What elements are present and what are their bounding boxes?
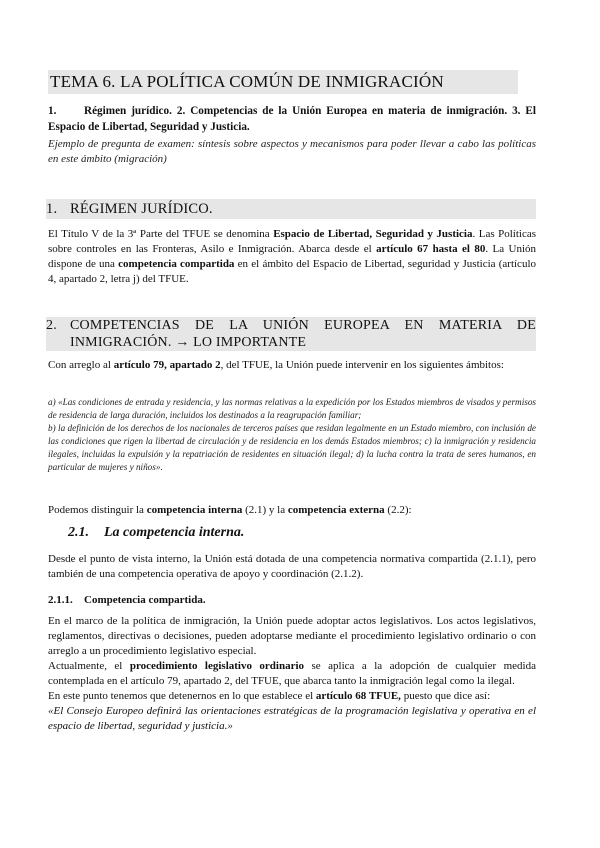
paragraph bbox=[48, 659, 536, 689]
document-title-text: TEMA 6. LA POLÍTICA COMÚN DE INMIGRACIÓN bbox=[50, 72, 444, 91]
text-run: En este punto tenemos que detenernos en lo que establece el bbox=[48, 690, 316, 702]
text-run: Con arreglo al bbox=[48, 359, 114, 371]
section-1-title: RÉGIMEN JURÍDICO. bbox=[70, 201, 213, 217]
text-run: . La Unión dispone de una bbox=[48, 243, 536, 270]
bold-run: competencia compartida bbox=[118, 258, 235, 270]
text-run: El Título V de la 3ª Parte del TFUE se denomina bbox=[48, 228, 274, 240]
text-run: se aplica a la adopción de cualquier medida contemplada en el artículo 79, apartado 2, del TFUE, que abarca tanto la inmigración legal como la ilegal. bbox=[48, 660, 537, 687]
section-2-intro bbox=[48, 358, 536, 373]
paragraph: En el marco de la política de inmigración, la Unión puede adoptar actos legislativos. Los actos legislativos, reglamentos, directivas o decisiones, pueden adoptarse mediante el procedimiento legislativo ordinario o con arreglo a un procedimiento legislativo especial. bbox=[48, 615, 536, 657]
bold-run: procedimiento legislativo ordinario bbox=[129, 660, 305, 672]
topic-summary bbox=[48, 103, 536, 135]
section-2-heading bbox=[46, 317, 536, 351]
text-run: (2.2): bbox=[384, 504, 412, 516]
paragraph bbox=[48, 689, 536, 704]
text-run: puesto que dice así: bbox=[400, 690, 491, 702]
section-1-paragraph bbox=[48, 227, 536, 287]
text-run: Podemos distinguir la bbox=[48, 504, 147, 516]
section-2-1-heading bbox=[68, 523, 244, 543]
section-2-1-1-body bbox=[48, 614, 536, 734]
bold-run: Espacio de Libertad, Seguridad y Justicia bbox=[273, 228, 473, 240]
section-2-title-line-1: COMPETENCIAS DE LA UNIÓN EUROPEA EN MATERIA DE bbox=[70, 318, 536, 333]
section-2-1-title: La competencia interna. bbox=[104, 525, 245, 540]
section-1-number: 1. bbox=[46, 201, 58, 217]
section-2-1-paragraph: Desde el punto de vista interno, la Unión está dotada de una competencia normativa compartida (2.1.1), pero también de una competencia operativa de apoyo y coordinación (2.1.2). bbox=[48, 553, 536, 580]
article-68-quote: «El Consejo Europeo definirá las orientaciones estratégicas de la programación legislativa y operativa en el espacio de libertad, seguridad y justicia.» bbox=[48, 705, 536, 732]
bold-run: competencia interna bbox=[146, 504, 243, 516]
competence-distinction bbox=[48, 503, 536, 518]
quote-item-b: b) la definición de los derechos de los nacionales de terceros países que residan legalmente en un Estado miembro, con inclusión de las condiciones que rigen la libertad de circulación y de residencia en los demás Estados miembros; c) la inmigración y residencia ilegales, incluidas la expulsión y la repatriación de residentes en situación ilegal; d) la lucha contra la trata de seres humanos, en particular de mujeres y niños». bbox=[48, 423, 536, 472]
section-2-1-1-heading bbox=[48, 593, 206, 608]
text-run: , del TFUE, la Unión puede intervenir en los siguientes ámbitos: bbox=[220, 359, 504, 371]
section-2-1-number: 2.1. bbox=[68, 525, 89, 540]
bold-run: artículo 67 hasta el 80 bbox=[376, 243, 486, 255]
text-run: (2.1) y la bbox=[242, 504, 288, 516]
section-2-title-line-2: INMIGRACIÓN. → LO IMPORTANTE bbox=[70, 335, 307, 350]
quote-item-a: a) «Las condiciones de entrada y residencia, y las normas relativas a la expedición por los Estados miembros de visados y permisos de residencia de larga duración, incluidos los destinados a la reagrupación familiar; bbox=[48, 397, 536, 420]
text-run: . Las Políticas sobre controles en las Fronteras, Asilo e Inmigración. Abarca desde el bbox=[48, 228, 537, 255]
topic-summary-text: Régimen jurídico. 2. Competencias de la Unión Europea en materia de inmigración. 3. El Espacio de Libertad, Seguridad y Justicia. bbox=[48, 105, 536, 133]
bold-run: competencia externa bbox=[287, 504, 385, 516]
text-run: Actualmente, el bbox=[48, 660, 130, 672]
section-1-heading bbox=[46, 199, 536, 219]
section-2-1-1-title: Competencia compartida. bbox=[84, 594, 206, 606]
section-2-1-1-number: 2.1.1. bbox=[48, 594, 73, 606]
topic-summary-number: 1. bbox=[48, 105, 57, 117]
section-2-number: 2. bbox=[46, 318, 57, 333]
article-79-quote bbox=[48, 396, 536, 474]
exam-question-example: Ejemplo de pregunta de examen: síntesis sobre aspectos y mecanismos para poder llevar a cabo las políticas en este ámbito (migración) bbox=[48, 138, 536, 165]
section-2-heading-line-1 bbox=[46, 317, 536, 334]
bold-run: artículo 68 TFUE, bbox=[315, 690, 401, 702]
document-title bbox=[48, 70, 518, 94]
bold-run: artículo 79, apartado 2 bbox=[113, 359, 221, 371]
text-run: en el ámbito del Espacio de Libertad, seguridad y Justicia (artículo 4, apartado 2, letra j) del TFUE. bbox=[48, 258, 536, 285]
